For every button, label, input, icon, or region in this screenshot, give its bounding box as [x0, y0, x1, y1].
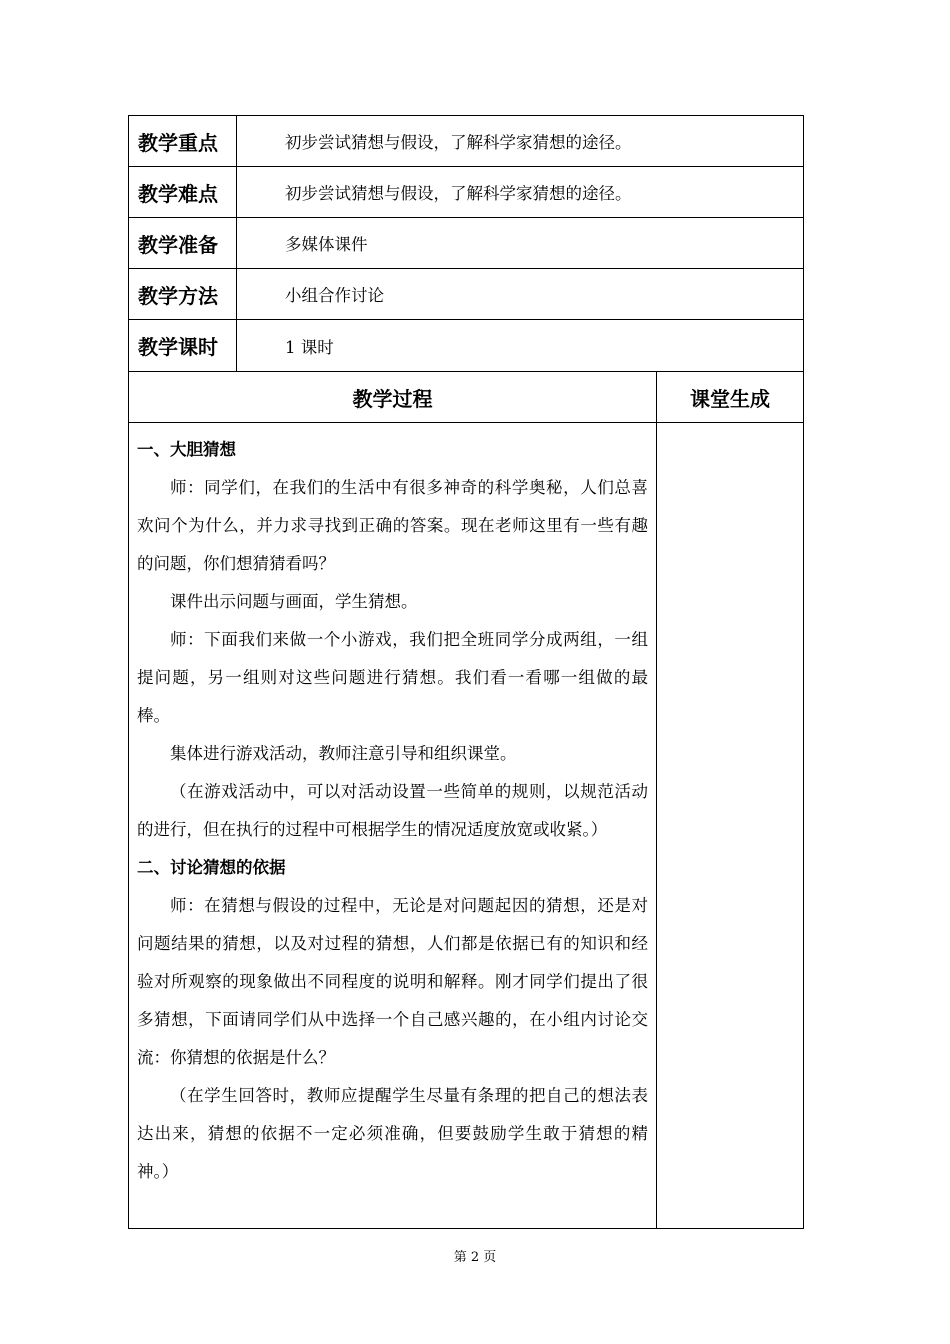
paragraph: 集体进行游戏活动，教师注意引导和组织课堂。 [170, 744, 517, 763]
process-content [129, 423, 657, 1228]
info-row-periods [129, 320, 803, 371]
info-row-focus [129, 116, 803, 167]
lesson-plan-table [128, 115, 804, 1229]
info-row-preparation [129, 218, 803, 269]
section-title: 二、讨论猜想的依据 [137, 858, 286, 877]
paragraph: 师：在猜想与假设的过程中，无论是对问题起因的猜想，还是对问题结果的猜想，以及对过程的猜想，人们都是依据已有的知识和经验对所观察的现象做出不同程度的说明和解释。刚才同学们提出了很多猜想，下面请同学们从中选择一个自己感兴趣的，在小组内讨论交流：你猜想的依据是什么？ [137, 896, 648, 1067]
generation-header: 课堂生成 [690, 386, 770, 411]
process-body-row [129, 423, 803, 1228]
process-header-row [129, 371, 803, 423]
paragraph: 师：下面我们来做一个小游戏，我们把全班同学分成两组，一组提问题，另一组则对这些问题进行猜想。我们看一看哪一组做的最棒。 [137, 630, 648, 725]
row-value: 初步尝试猜想与假设，了解科学家猜想的途径。 [285, 184, 632, 203]
row-label: 教学课时 [129, 320, 237, 371]
row-value: 多媒体课件 [285, 235, 368, 254]
paragraph: 课件出示问题与画面，学生猜想。 [170, 592, 418, 611]
section-title: 一、大胆猜想 [137, 440, 236, 459]
row-value: 1 课时 [285, 337, 334, 357]
generation-content [657, 423, 803, 1228]
info-row-difficulty [129, 167, 803, 218]
row-value: 初步尝试猜想与假设，了解科学家猜想的途径。 [285, 133, 632, 152]
paragraph: （在游戏活动中，可以对活动设置一些简单的规则，以规范活动的进行，但在执行的过程中可根据学生的情况适度放宽或收紧。） [137, 782, 648, 839]
row-value: 小组合作讨论 [285, 286, 384, 305]
info-row-method [129, 269, 803, 320]
row-label: 教学准备 [129, 218, 237, 268]
paragraph: 师：同学们，在我们的生活中有很多神奇的科学奥秘，人们总喜欢问个为什么，并力求寻找到正确的答案。现在老师这里有一些有趣的问题，你们想猜猜看吗？ [137, 478, 648, 573]
process-header: 教学过程 [129, 372, 657, 422]
row-label: 教学方法 [129, 269, 237, 319]
paragraph: （在学生回答时，教师应提醒学生尽量有条理的把自己的想法表达出来，猜想的依据不一定必须准确，但要鼓励学生敢于猜想的精神。） [137, 1086, 648, 1181]
row-label: 教学难点 [129, 167, 237, 217]
page-number: 第 2 页 [453, 1250, 497, 1265]
row-label: 教学重点 [129, 116, 237, 166]
